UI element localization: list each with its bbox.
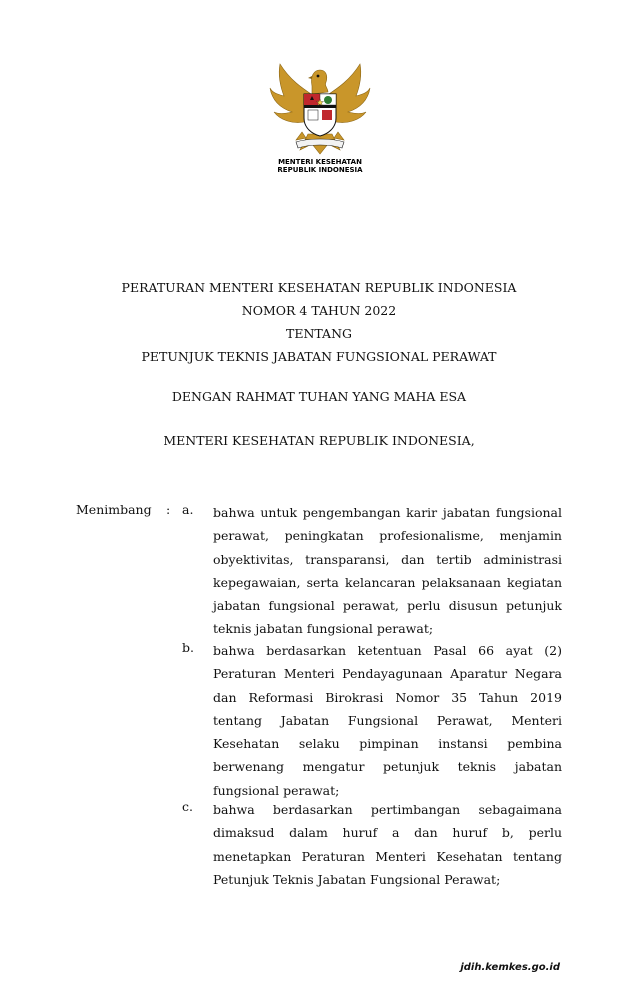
title-number: NOMOR 4 TAHUN 2022 <box>241 303 397 318</box>
item-text: bahwa berdasarkan ketentuan Pasal 66 ayat (2) Peraturan Menteri Pendayagunaan Aparatur Negara dan Reformasi Birokrasi Nomor 35 Tahun 2019 tentang Jabatan Fungsional Perawat, Menteri Kesehatan selaku pimpinan instansi pembina berwenang mengatur petunjuk teknis jabatan fungsional perawat; <box>213 643 562 798</box>
title-about: TENTANG <box>285 326 352 341</box>
garuda-emblem-icon <box>262 58 378 158</box>
item-letter: a. <box>182 502 194 517</box>
footer-site-link[interactable]: jdih.kemkes.go.id <box>460 962 560 973</box>
emblem-caption <box>262 158 378 174</box>
considering-label: Menimbang <box>76 502 152 517</box>
item-letter: c. <box>182 799 193 814</box>
invocation: DENGAN RAHMAT TUHAN YANG MAHA ESA <box>171 389 467 404</box>
title-line1: PERATURAN MENTERI KESEHATAN REPUBLIK INDONESIA <box>121 280 517 295</box>
issuer: MENTERI KESEHATAN REPUBLIK INDONESIA, <box>163 433 475 448</box>
emblem-caption-line2: REPUBLIK INDONESIA <box>277 166 363 174</box>
emblem-caption-line1: MENTERI KESEHATAN <box>278 158 362 166</box>
title-subject: PETUNJUK TEKNIS JABATAN FUNGSIONAL PERAWAT <box>141 349 497 364</box>
item-text: bahwa berdasarkan pertimbangan sebagaimana dimaksud dalam huruf a dan huruf b, perlu menetapkan Peraturan Menteri Kesehatan tentang Petunjuk Teknis Jabatan Fungsional Perawat; <box>213 802 562 887</box>
item-text: bahwa untuk pengembangan karir jabatan fungsional perawat, peningkatan profesionalisme, menjamin obyektivitas, transparansi, dan tertib administrasi kepegawaian, serta kelancaran pelaksanaan kegiatan jabatan fungsional perawat, perlu disusun petunjuk teknis jabatan fungsional perawat; <box>213 505 562 637</box>
item-letter: b. <box>182 640 194 655</box>
considering-colon: : <box>166 502 171 517</box>
regulation-title <box>0 276 638 368</box>
